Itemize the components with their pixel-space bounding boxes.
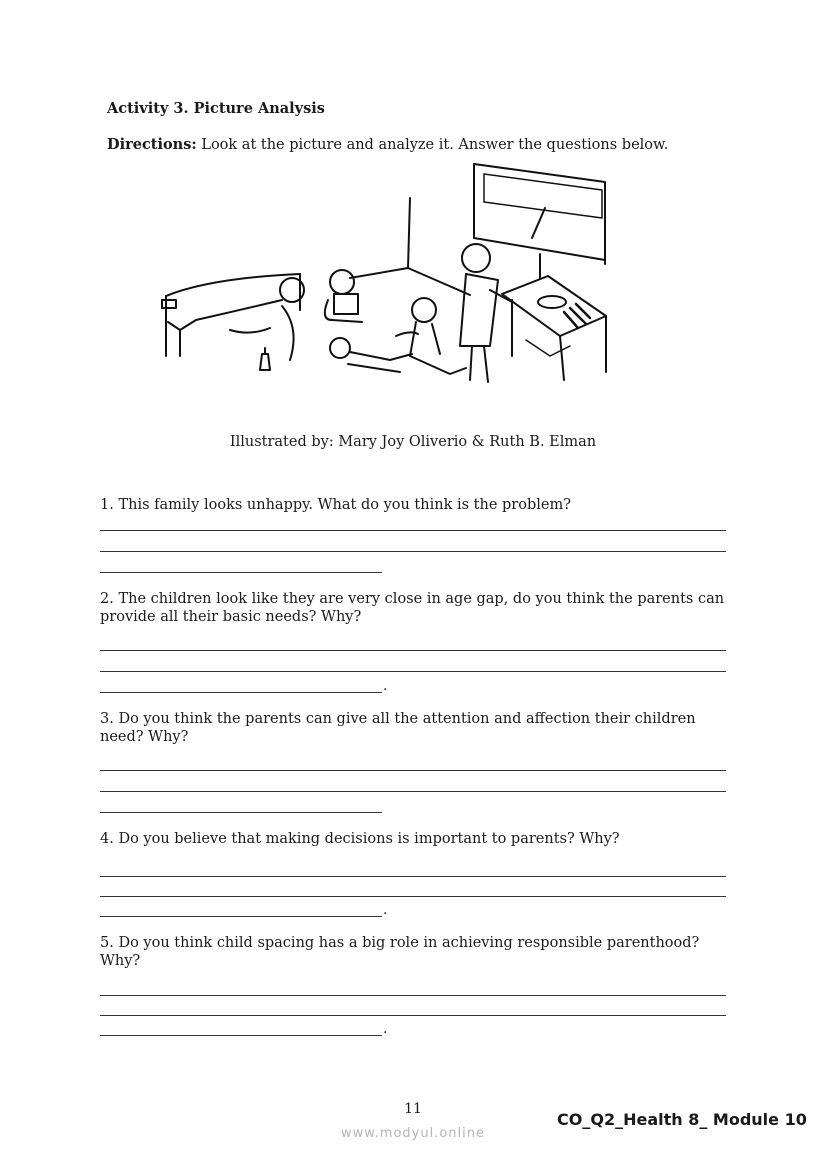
answer-line[interactable] [100,791,726,792]
answer-line[interactable] [100,876,726,877]
answer-line[interactable] [100,770,726,771]
family-illustration [150,160,610,400]
answer-line[interactable] [100,530,726,531]
module-code: CO_Q2_Health 8_ Module 10 [557,1110,807,1129]
answer-line[interactable] [100,671,726,672]
answer-line[interactable] [100,1015,726,1016]
answer-line[interactable] [100,572,382,573]
answer-line[interactable] [100,812,382,813]
activity-heading: Activity 3. Picture Analysis [107,100,325,117]
question-2-end-mark: . [383,678,388,694]
directions-text: Look at the picture and analyze it. Answer the questions below. [196,137,669,153]
directions [107,136,668,153]
answer-line[interactable] [100,896,726,897]
question-5-end-mark: . [383,1021,388,1037]
watermark: www.modyul.online [340,1126,486,1141]
question-2: 2. The children look like they are very close in age gap, do you think the parents can provide all their basic needs? Why? [100,591,725,625]
question-1: 1. This family looks unhappy. What do you think is the problem? [100,497,571,513]
directions-label: Directions: [107,136,197,153]
answer-line[interactable] [100,916,382,917]
answer-line[interactable] [100,1035,382,1036]
question-4: 4. Do you believe that making decisions is important to parents? Why? [100,831,620,847]
answer-line[interactable] [100,692,382,693]
question-4-end-mark: . [383,902,388,918]
answer-line[interactable] [100,650,726,651]
answer-line[interactable] [100,551,726,552]
question-3: 3. Do you think the parents can give all the attention and affection their children need? Why? [100,711,696,745]
question-5: 5. Do you think child spacing has a big role in achieving responsible parenthood? Why? [100,935,700,969]
answer-line[interactable] [100,995,726,996]
illustration-caption: Illustrated by: Mary Joy Oliverio & Ruth B. Elman [229,434,597,450]
page-number: 11 [404,1101,422,1117]
